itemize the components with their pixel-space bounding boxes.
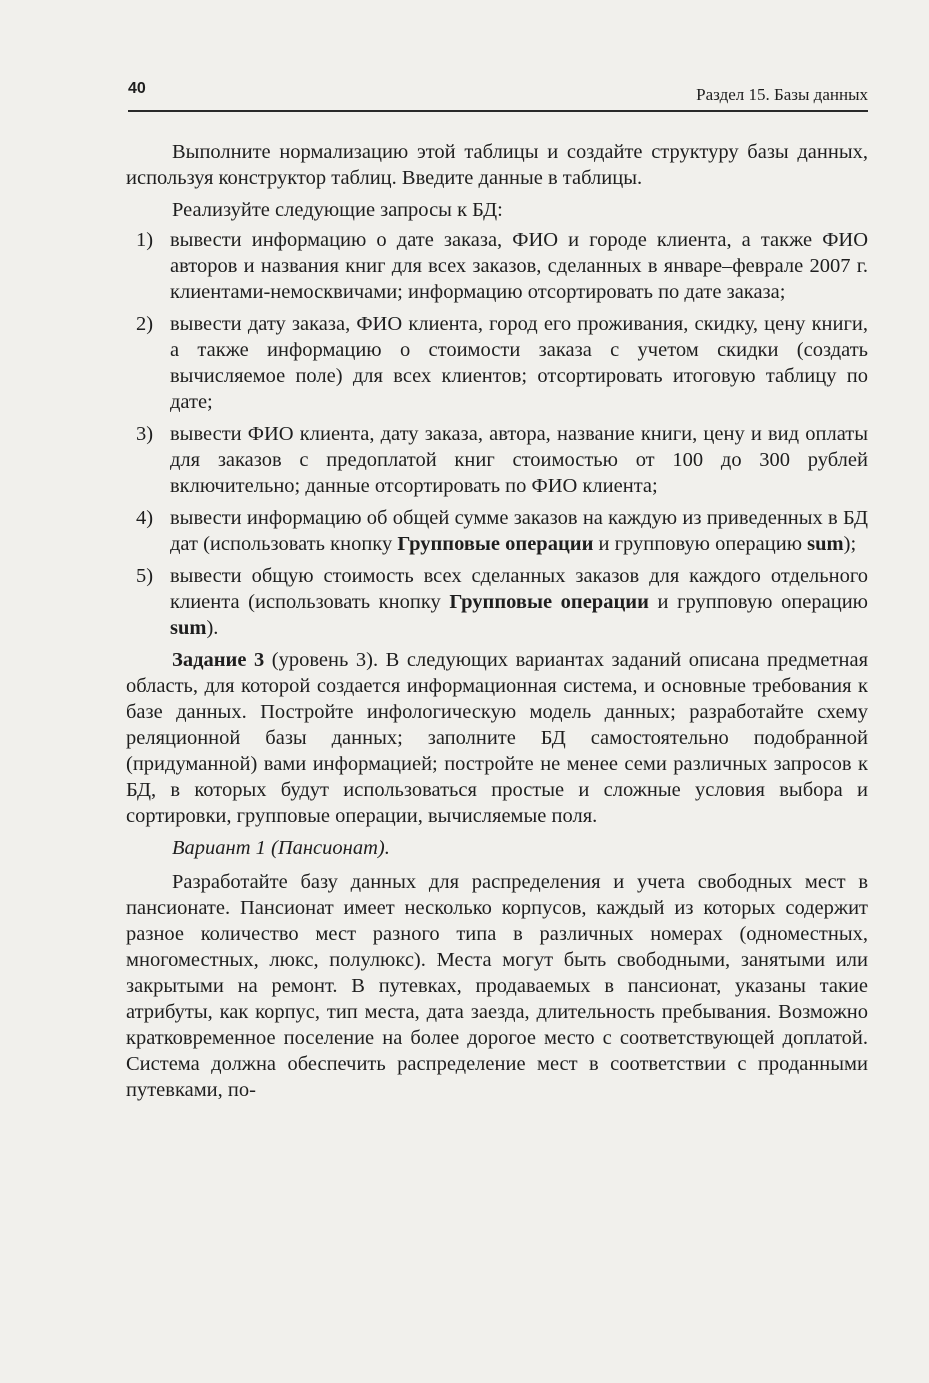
page-header: [128, 80, 868, 112]
query-item-5: [126, 563, 868, 641]
page-number: 40: [128, 80, 146, 97]
query-text: ).: [206, 617, 219, 639]
section-title: Раздел 15. Базы данных: [696, 85, 868, 104]
query-text: вывести информацию об общей сумме заказов на каждую из приведенных в БД дат (использовать кнопку: [170, 507, 868, 555]
query-item-1: [126, 227, 868, 305]
query-text: );: [843, 533, 857, 555]
query-number: 3): [136, 423, 154, 445]
query-text: и групповую операцию: [648, 591, 868, 613]
query-item-4: [126, 505, 868, 557]
queries-list: [126, 227, 868, 641]
query-number: 1): [136, 229, 154, 251]
task3-text: (уровень 3). В следующих вариантах заданий описана предметная область, для которой создается информационная система, и основные требования к базе данных. Постройте инфологическую модель данных; разработайте схему реляционной базы данных; заполните БД самостоятельно подобранной (придуманной) вами информацией; постройте не менее семи различных запросов к БД, в которых будут использоваться простые и сложные условия выбора и сортировки, групповые операции, вычисляемые поля.: [126, 649, 868, 827]
page-body: [126, 139, 868, 1103]
query-number: 5): [136, 565, 154, 587]
query-text: вывести дату заказа, ФИО клиента, город его проживания, скидку, цену книги, а также информацию о стоимости заказа с учетом скидки (создать вычисляемое поле) для всех клиентов; отсортировать итоговую таблицу по дате;: [170, 313, 868, 413]
queries-heading: Реализуйте следующие запросы к БД:: [172, 199, 503, 221]
query-number: 4): [136, 507, 154, 529]
query-text: вывести информацию о дате заказа, ФИО и городе клиента, а также ФИО авторов и названия книг для всех заказов, сделанных в январе–феврале 2007 г. клиентами-немосквичами; информацию отсортировать по дате заказа;: [170, 229, 868, 303]
query-number: 2): [136, 313, 154, 335]
query-item-3: [126, 421, 868, 499]
query-bold-button-name: Групповые операции: [397, 533, 594, 555]
query-text: вывести общую стоимость всех сделанных заказов для каждого отдельного клиента (использовать кнопку: [170, 565, 868, 613]
query-item-2: [126, 311, 868, 415]
variant-title: Вариант 1 (Пансионат).: [172, 837, 390, 859]
query-text: и групповую операцию: [593, 533, 808, 555]
query-bold-operation: sum: [170, 617, 207, 639]
query-text: вывести ФИО клиента, дату заказа, автора, название книги, цену и вид оплаты для заказов с предоплатой книг стоимостью от 100 до 300 рублей включительно; данные отсортировать по ФИО клиента;: [170, 423, 868, 497]
query-bold-button-name: Групповые операции: [449, 591, 649, 613]
intro-paragraph: Выполните нормализацию этой таблицы и создайте структуру базы данных, используя конструктор таблиц. Введите данные в таблицы.: [126, 141, 868, 189]
task3-paragraph: [126, 647, 868, 829]
variant-paragraph: Разработайте базу данных для распределения и учета свободных мест в пансионате. Пансионат имеет несколько корпусов, каждый из которых содержит разное количество мест разного типа в различных номерах (одноместных, многоместных, люкс, полулюкс). Места могут быть свободными, занятыми или закрытыми на ремонт. В путевках, продаваемых в пансионат, указаны такие атрибуты, как корпус, тип места, дата заезда, длительность пребывания. Возможно кратковременное поселение на более дорогое место с соответствующей доплатой. Система должна обеспечить распределение мест в соответствии с проданными путевками, по-: [126, 871, 868, 1101]
task3-label: Задание 3: [172, 649, 265, 671]
query-bold-operation: sum: [807, 533, 844, 555]
